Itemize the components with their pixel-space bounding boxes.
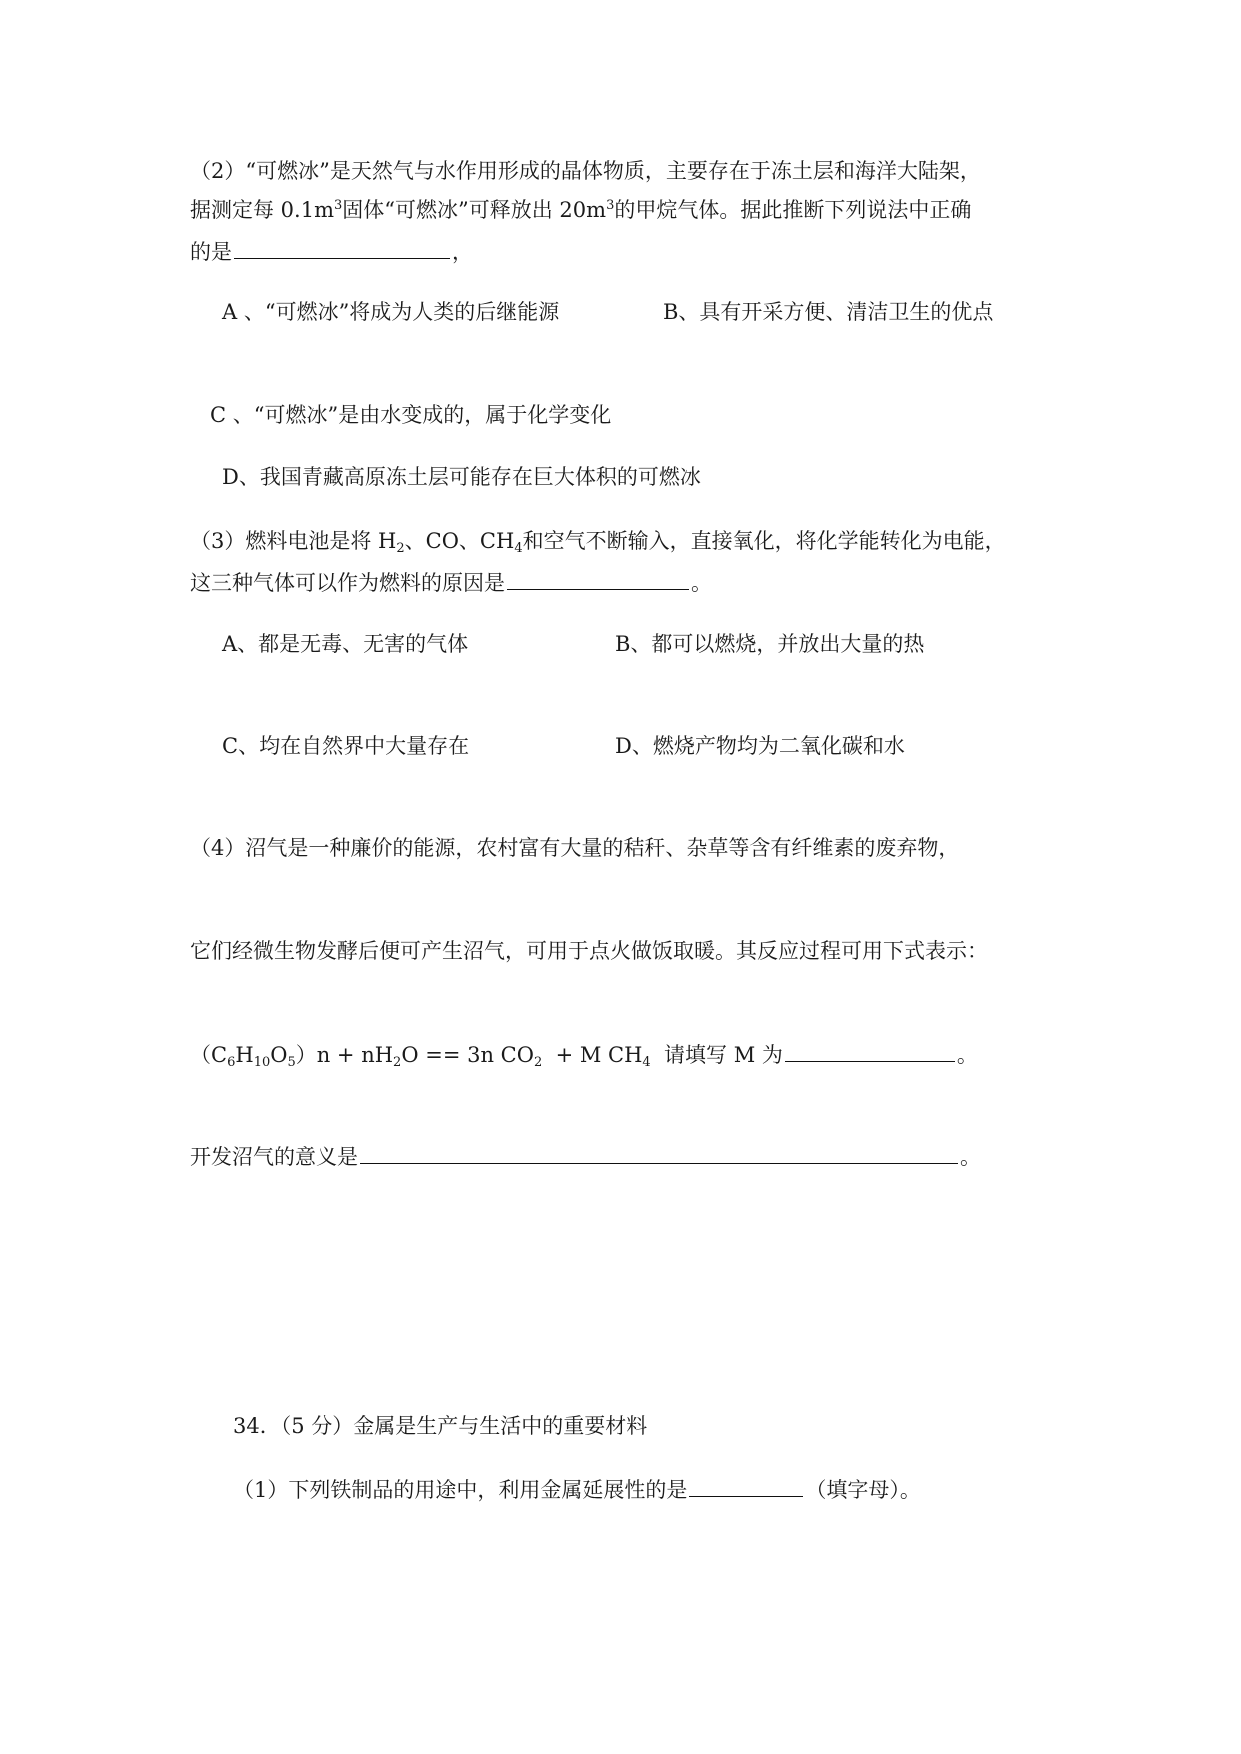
q2-option-d: D、我国青藏高原冻土层可能存在巨大体积的可燃冰: [222, 465, 701, 489]
q3-option-b: B、都可以燃烧，并放出大量的热: [615, 632, 925, 656]
q3-subscript-2: 4: [514, 541, 523, 556]
q2-answer-blank[interactable]: [234, 236, 450, 259]
q4-significance-line: [190, 1141, 981, 1171]
q3-subscript-1: 2: [396, 541, 405, 556]
q4-significance-label: 开发沼气的意义是: [190, 1145, 358, 1169]
q34-title: 34．（5 分）金属是生产与生活中的重要材料: [233, 1414, 648, 1438]
q4-eq-sub-c: 6: [227, 1055, 236, 1070]
q3-option-a: A、都是无毒、无害的气体: [222, 632, 469, 656]
q2-text-2b: 固体“可燃冰”可释放出 20m: [342, 198, 607, 222]
q3-text-2: 这三种气体可以作为燃料的原因是: [190, 571, 505, 595]
q4-significance-answer-blank[interactable]: [360, 1141, 958, 1164]
q2-text-3-suffix: ，: [452, 240, 473, 264]
q3-text-1c: 和空气不断输入，直接氧化，将化学能转化为电能，: [522, 529, 1006, 553]
q3-text-1b: 、CO、CH: [404, 529, 515, 553]
q4-significance-suffix: 。: [960, 1145, 981, 1169]
q34-sub1-line: [233, 1474, 921, 1504]
q2-option-a: A 、“可燃冰”将成为人类的后继能源: [222, 300, 560, 324]
q3-line-2: [190, 567, 712, 597]
q3-option-row-1: [222, 630, 925, 658]
q4-eq-after-co2: + M CH: [542, 1043, 643, 1067]
q4-eq-mid: ）n + nH: [295, 1043, 394, 1067]
q2-superscript-1: 3: [334, 198, 343, 213]
q3-option-d: D、燃烧产物均为二氧化碳和水: [615, 734, 905, 758]
q2-option-c-line: [210, 401, 611, 429]
q34-sub1-suffix: （填字母）。: [805, 1478, 921, 1502]
q34-sub1-answer-blank[interactable]: [689, 1474, 803, 1497]
q4-eq-sub-ch4: 4: [642, 1055, 651, 1070]
q2-option-row-1: [222, 298, 994, 326]
q4-equation-line: [190, 1039, 978, 1069]
q2-text-1: （2）“可燃冰”是天然气与水作用形成的晶体物质，主要存在于冻土层和海洋大陆架，: [190, 159, 981, 183]
q3-text-2-suffix: 。: [691, 571, 712, 595]
q4-eq-sub-h: 10: [253, 1055, 271, 1070]
q4-eq-h: H: [235, 1043, 254, 1067]
q2-text-2a: 据测定每 0.1m: [190, 198, 334, 222]
q3-line-1: [190, 527, 1006, 555]
q2-option-b: B、具有开采方便、清洁卫生的优点: [663, 300, 994, 324]
q3-option-row-2: [222, 732, 905, 760]
q34-title-line: [233, 1412, 647, 1440]
q3-text-1a: （3）燃料电池是将 H: [190, 529, 397, 553]
q4-line-1: [190, 834, 959, 862]
q4-eq-prompt: 请填写 M 为: [650, 1043, 783, 1067]
q3-option-c: C、均在自然界中大量存在: [222, 734, 470, 758]
q4-eq-suffix: 。: [956, 1043, 978, 1067]
q4-eq-sub-co2: 2: [533, 1055, 543, 1070]
q34-sub1-text: （1）下列铁制品的用途中，利用金属延展性的是: [233, 1478, 688, 1502]
q4-line-2: [190, 937, 988, 965]
q3-answer-blank[interactable]: [507, 567, 689, 590]
q4-text-2: 它们经微生物发酵后便可产生沼气，可用于点火做饭取暖。其反应过程可用下式表示：: [190, 939, 988, 963]
q2-line-3: [190, 236, 473, 266]
q2-line-1: [190, 157, 981, 185]
q4-m-answer-blank[interactable]: [785, 1039, 955, 1062]
q2-option-d-line: [222, 463, 701, 491]
q2-superscript-2: 3: [606, 198, 615, 213]
q4-eq-after-h2o: O == 3n CO: [401, 1043, 534, 1067]
q4-eq-sub-h2: 2: [393, 1055, 402, 1070]
q4-eq-o: O: [270, 1043, 288, 1067]
q4-text-1: （4）沼气是一种廉价的能源，农村富有大量的秸秆、杂草等含有纤维素的废弃物，: [190, 836, 960, 860]
q4-eq-sub-o: 5: [287, 1055, 296, 1070]
q2-text-3: 的是: [190, 240, 232, 264]
q2-text-2c: 的甲烷气体。据此推断下列说法中正确: [614, 198, 972, 222]
q2-option-c: C 、“可燃冰”是由水变成的，属于化学变化: [210, 403, 612, 427]
q4-eq-open: （C: [190, 1043, 228, 1067]
q2-line-2: [190, 196, 971, 224]
